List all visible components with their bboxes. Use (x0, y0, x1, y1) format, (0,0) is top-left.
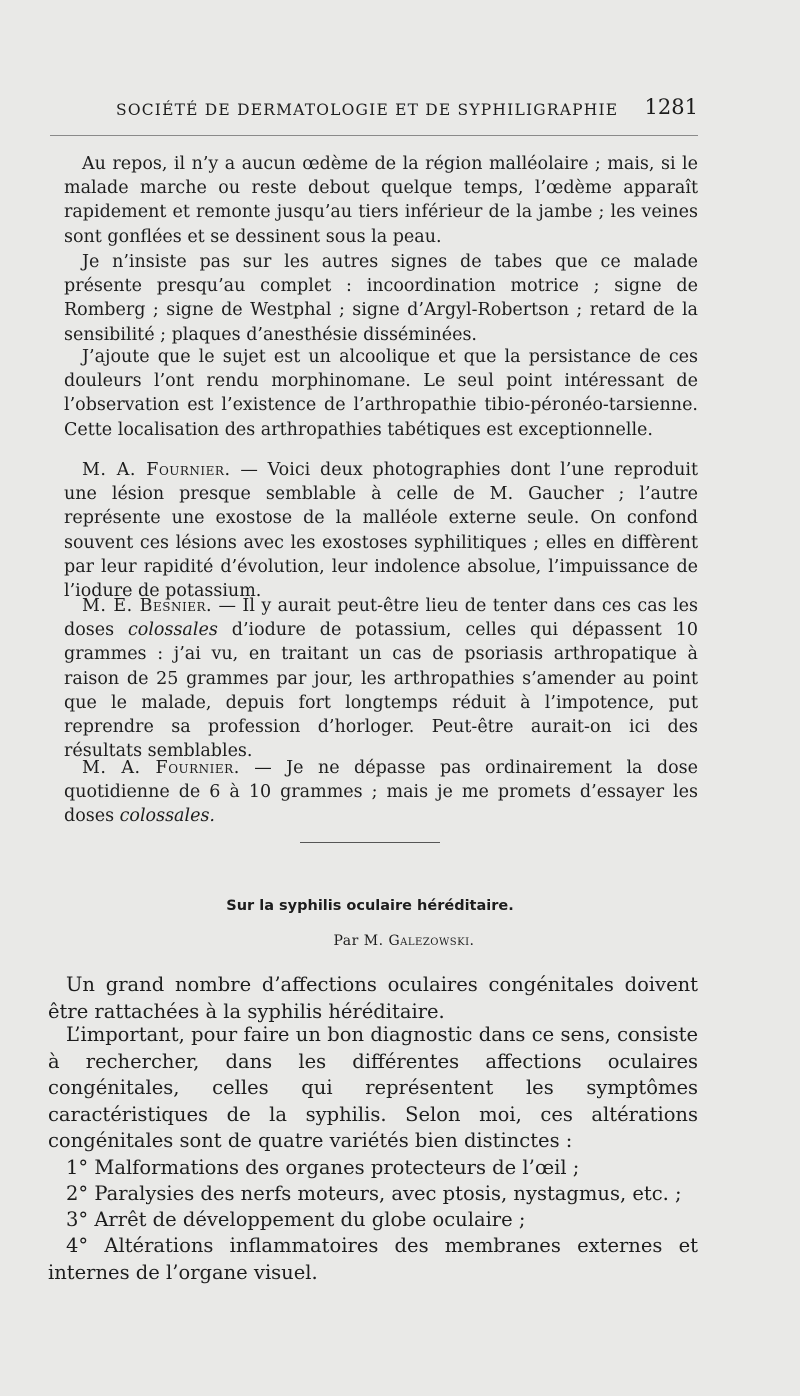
paragraph-text: Je n’insiste pas sur les autres signes de tabes que ce malade présente presqu’au complet : incoordination motrice ; signe de Romberg ; signe de Westphal ; signe d’Argyl-Robertson ; retard de la sensibilité ; plaques d’anesthésie disséminées. (64, 252, 698, 345)
byline-author: Galezowski. (388, 933, 475, 949)
list-item-text: 1° Malformations des organes protecteurs de l’œil ; (66, 1156, 580, 1179)
article-paragraph (48, 1022, 698, 1155)
paragraph-text: J’ajoute que le sujet est un alcoolique et que la persistance de ces douleurs l’ont rendu morphinomane. Le seul point intéressant de l’observation est l’existence de l’arthropathie tibio-péronéo-tarsienne. Cette localisation des arthropathies tabétiques est exceptionnelle. (64, 347, 698, 440)
list-item (48, 1233, 698, 1286)
section-divider (300, 842, 440, 843)
byline-prefix: Par M. (333, 933, 389, 949)
byline (0, 933, 800, 949)
paragraph-text: — Je ne dépasse pas ordinairement la dose quotidienne de 6 à 10 grammes ; mais je me promets d’essayer les doses (64, 758, 698, 827)
section-title: Sur la syphilis oculaire héréditaire. (226, 898, 514, 914)
running-title: SOCIÉTÉ DE DERMATOLOGIE ET DE SYPHILIGRAPHIE (116, 101, 619, 119)
paragraph (64, 594, 698, 763)
paragraph-text: Un grand nombre d’affections oculaires congénitales doivent être rattachées à la syphilis héréditaire. (48, 973, 698, 1023)
paragraph-text: d’iodure de potassium, celles qui dépassent 10 grammes : j’ai vu, en traitant un cas de psoriasis arthropatique à raison de 25 grammes par jour, les arthropathies s’amender au point que le malade, depuis fort longtemps réduit à l’impotence, put reprendre sa profession d’horloger. Peut-être aurait-on ici des résultats semblables. (64, 620, 699, 762)
paragraph (64, 458, 698, 603)
list-item-text: 3° Arrêt de développement du globe oculaire ; (66, 1208, 526, 1231)
list-item (48, 1155, 698, 1182)
speaker-name: M. A. Fournier. (82, 758, 240, 778)
paragraph (64, 345, 698, 442)
page-number: 1281 (644, 95, 698, 119)
list-item (48, 1207, 698, 1234)
running-header (64, 95, 698, 125)
paragraph (64, 152, 698, 249)
italic-term: colossales. (119, 806, 215, 827)
paragraph (64, 756, 698, 829)
speaker-name: M. A. Fournier. (82, 460, 231, 480)
speaker-name: M. E. Besnier. (82, 596, 213, 616)
italic-term: colossales (128, 620, 218, 641)
paragraph-text: L’important, pour faire un bon diagnostic dans ce sens, consiste à rechercher, dans les différentes affections oculaires congénitales, celles qui représentent les symptômes caractéristiques de la syphilis. Selon moi, ces altérations congénitales sont de quatre variétés bien distinctes : (48, 1023, 698, 1152)
paragraph-text: Au repos, il n’y a aucun œdème de la région malléolaire ; mais, si le malade marche ou reste debout quelque temps, l’œdème apparaît rapidement et remonte jusqu’au tiers inférieur de la jambe ; les veines sont gonflées et se dessinent sous la peau. (64, 154, 698, 247)
list-item-text: 4° Altérations inflammatoires des membranes externes et internes de l’organe visuel. (48, 1234, 698, 1284)
paragraph-text: — Il y aurait peut-être lieu de tenter dans ces cas les doses (64, 596, 698, 641)
article-paragraph (48, 972, 698, 1025)
list-item (48, 1181, 698, 1208)
list-item-text: 2° Paralysies des nerfs moteurs, avec ptosis, nystagmus, etc. ; (66, 1182, 682, 1205)
paragraph (64, 250, 698, 347)
header-rule (50, 135, 698, 136)
paragraph-text: — Voici deux photographies dont l’une reproduit une lésion presque semblable à celle de M. Gaucher ; l’autre représente une exostose de la malléole externe seule. On confond souvent ces lésions avec les exostoses syphilitiques ; elles en diffèrent par leur rapidité d’évolution, leur indolence absolue, l’impuissance de l’iodure de potassium. (64, 460, 698, 602)
